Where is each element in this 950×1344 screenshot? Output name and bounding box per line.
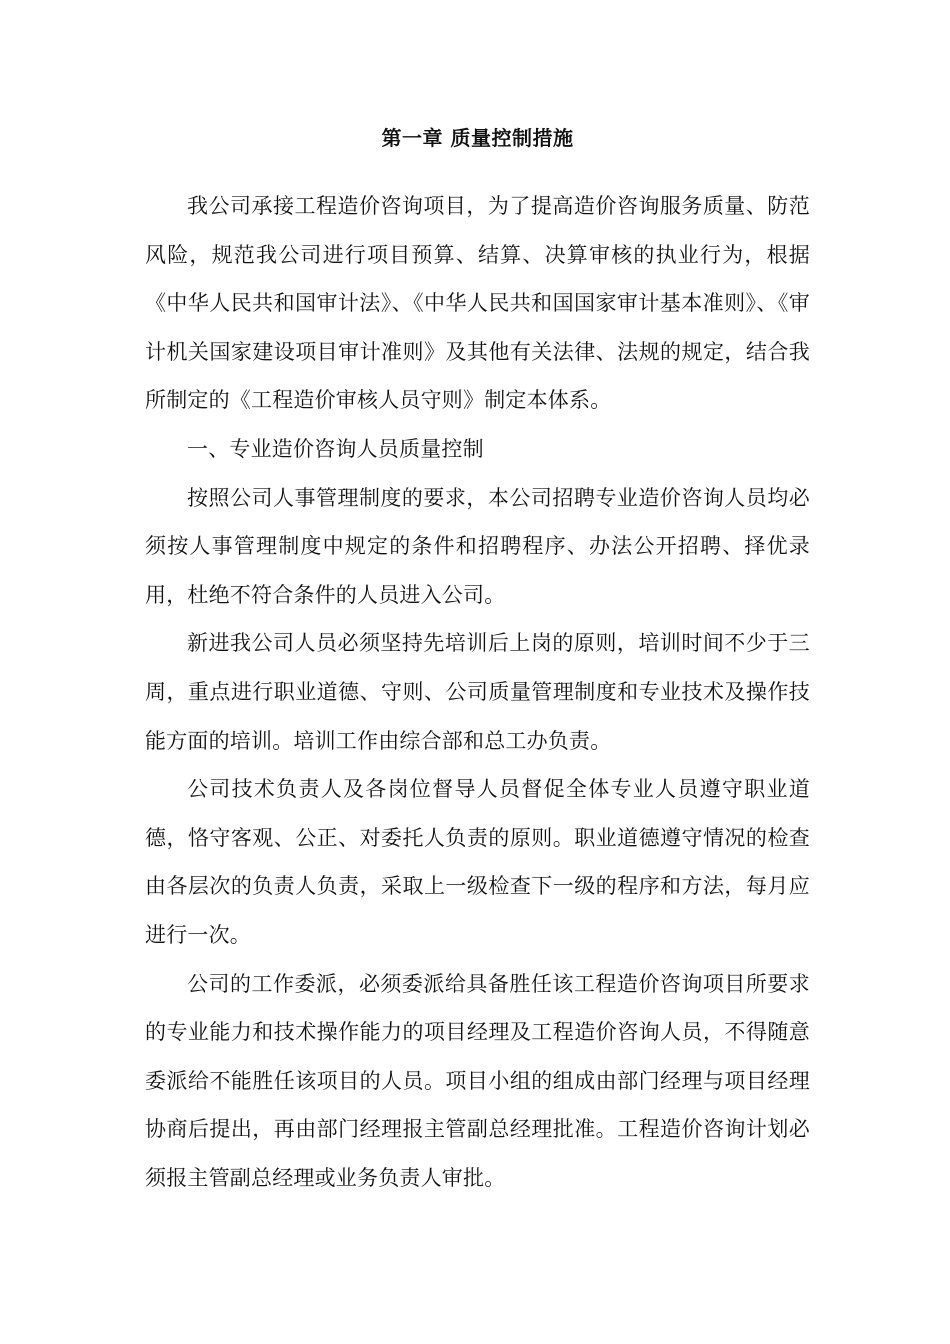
body-paragraph: 新进我公司人员必须坚持先培训后上岗的原则，培训时间不少于三周，重点进行职业道德、守则、公司质量管理制度和专业技术及操作技能方面的培训。培训工作由综合部和总工办负责。 [145,631,810,753]
document-page [145,118,810,1202]
section-heading: 一、专业造价咨询人员质量控制 [187,436,484,461]
body-paragraph: 公司的工作委派，必须委派给具备胜任该工程造价咨询项目所要求的专业能力和技术操作能力的项目经理及工程造价咨询人员，不得随意委派给不能胜任该项目的人员。项目小组的组成由部门经理与项目经理协商后提出，再由部门经理报主管副总经理批准。工程造价咨询计划必须报主管副总经理或业务负责人审批。 [145,971,810,1190]
body-paragraph: 公司技术负责人及各岗位督导人员督促全体专业人员遵守职业道德，恪守客观、公正、对委托人负责的原则。职业道德遵守情况的检查由各层次的负责人负责，采取上一级检查下一级的程序和方法，每月应进行一次。 [145,777,810,947]
body-paragraph: 按照公司人事管理制度的要求，本公司招聘专业造价咨询人员均必须按人事管理制度中规定的条件和招聘程序、办法公开招聘、择优录用，杜绝不符合条件的人员进入公司。 [145,485,810,607]
intro-paragraph: 我公司承接工程造价咨询项目，为了提高造价咨询服务质量、防范风险，规范我公司进行项目预算、结算、决算审核的执业行为，根据《中华人民共和国审计法》、《中华人民共和国国家审计基本准则》、《审计机关国家建设项目审计准则》及其他有关法律、法规的规定，结合我所制定的《工程造价审核人员守则》制定本体系。 [145,194,810,413]
chapter-title: 第一章 质量控制措施 [381,126,574,150]
